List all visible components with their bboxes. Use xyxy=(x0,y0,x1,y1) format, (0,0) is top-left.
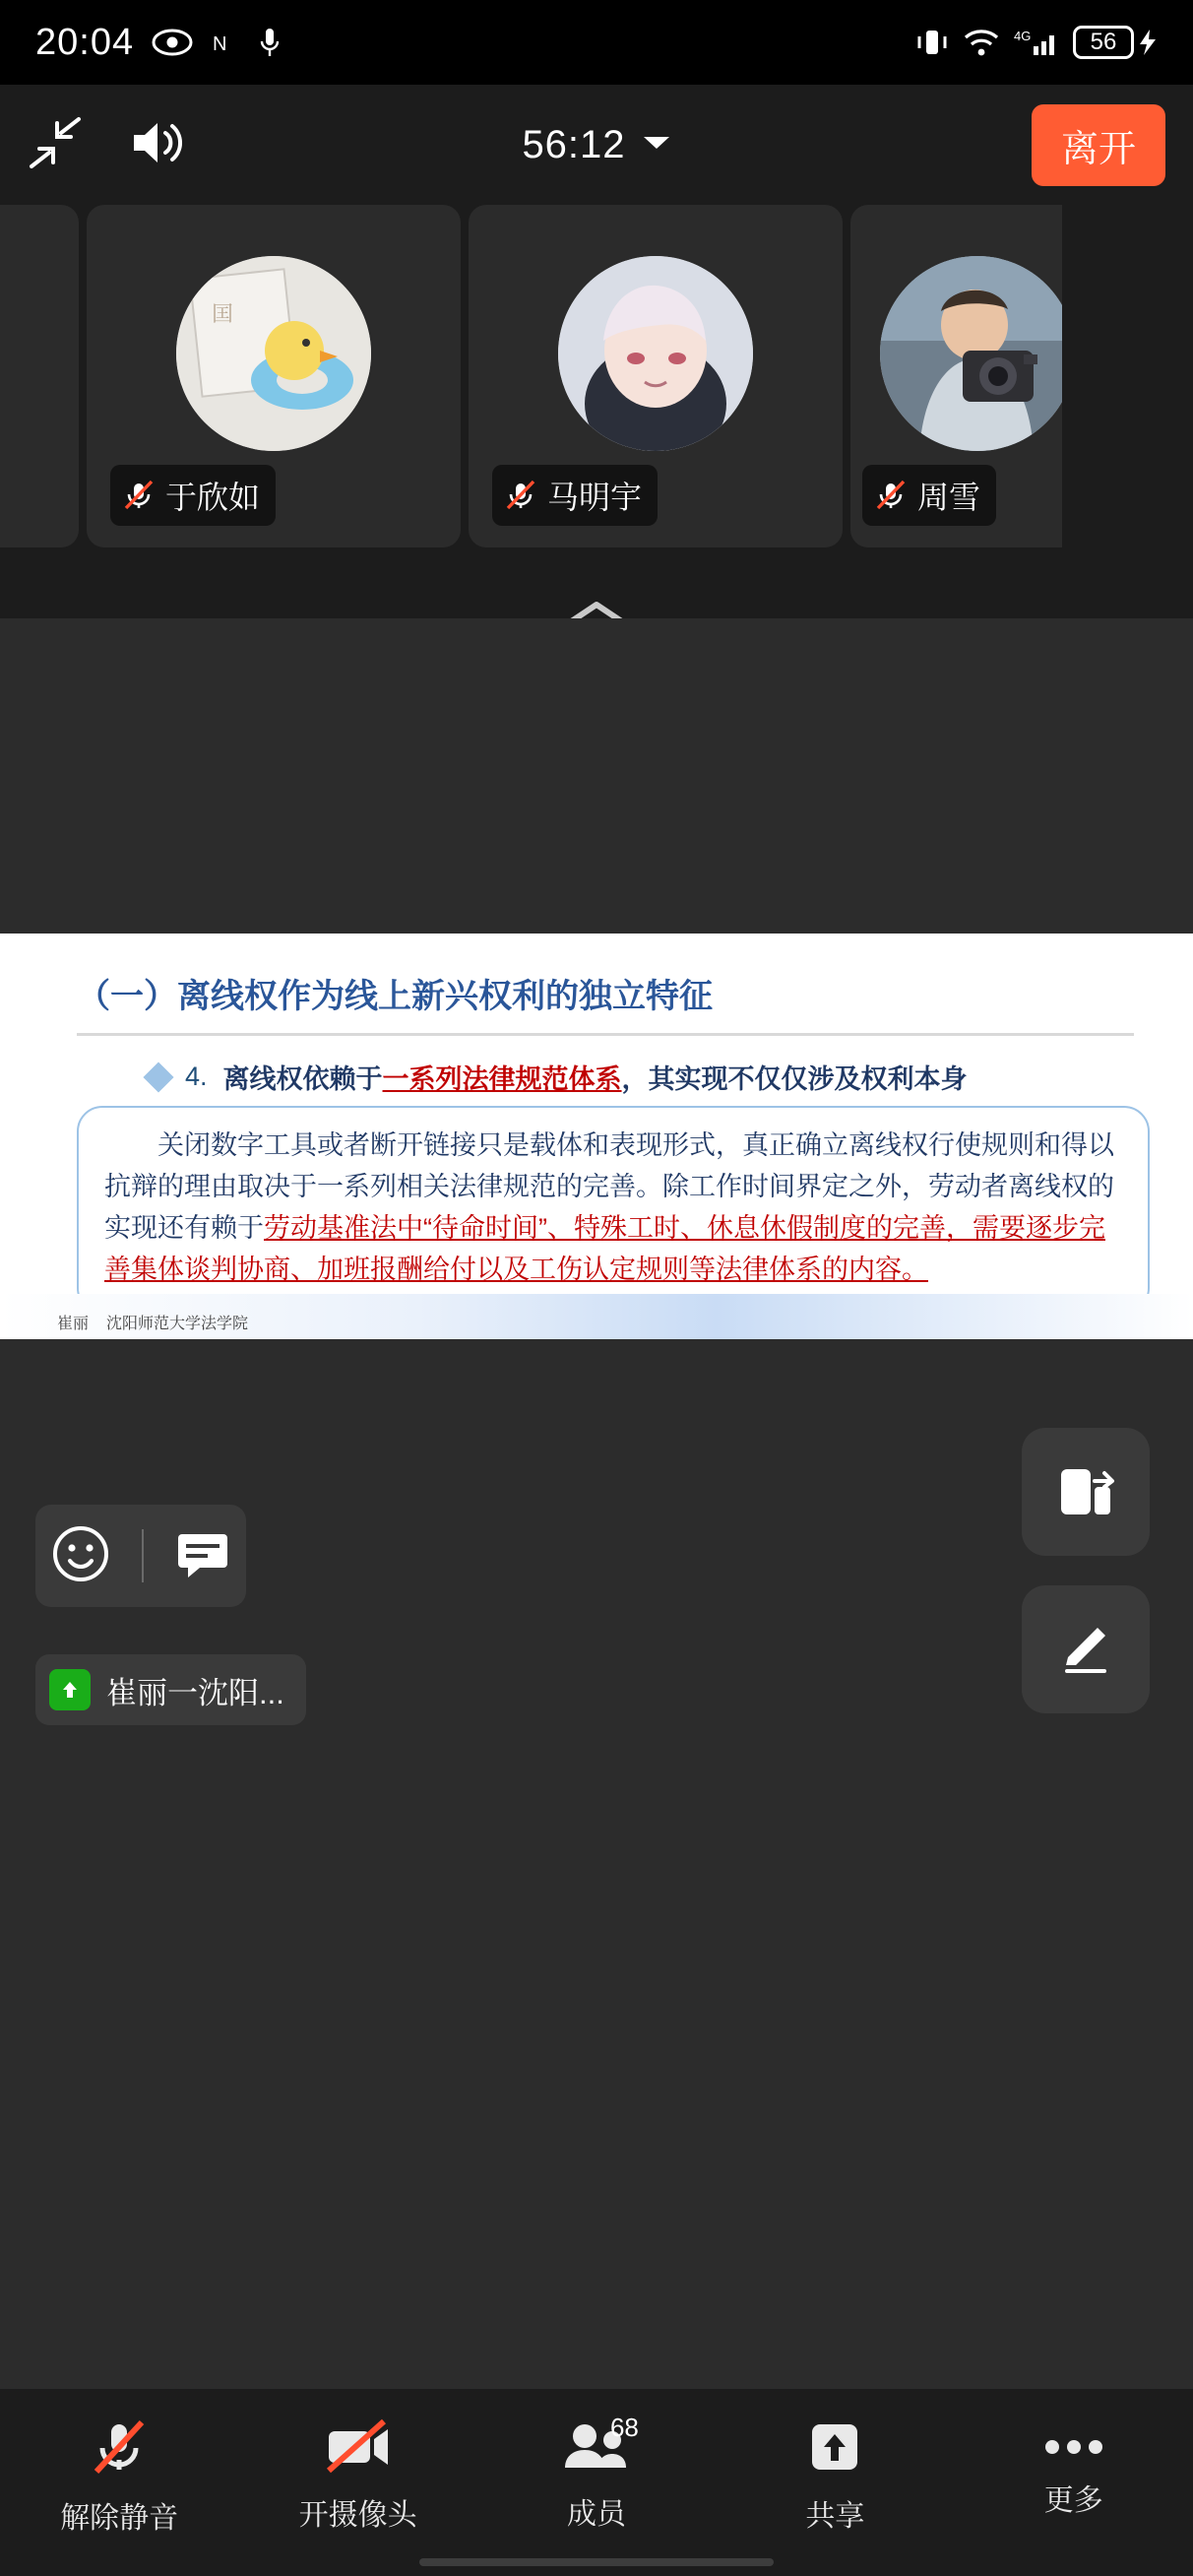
participant-tile[interactable] xyxy=(87,205,461,547)
svg-text:4G: 4G xyxy=(1014,29,1032,43)
slide-footer-author: 崔丽 xyxy=(57,1316,90,1332)
shared-content-blank-top xyxy=(0,618,1193,934)
share-screen-icon xyxy=(49,1669,91,1710)
slide-paragraph-box xyxy=(77,1106,1150,1314)
active-speaker-pill[interactable] xyxy=(35,1654,306,1725)
chevron-down-icon[interactable] xyxy=(642,133,671,158)
bullet-underlined: 一系列法律规范体系 xyxy=(382,1064,622,1094)
slide-bullet xyxy=(0,1036,1193,1096)
more-dots-icon xyxy=(1038,2432,1109,2462)
nav-more[interactable] xyxy=(955,2432,1193,2519)
switch-view-button[interactable] xyxy=(1022,1428,1150,1556)
lower-control-area xyxy=(0,1339,1193,2389)
participant-tile[interactable] xyxy=(850,205,1062,547)
leave-button[interactable]: 离开 xyxy=(1032,104,1165,186)
share-up-icon xyxy=(804,2416,865,2478)
meeting-top-bar xyxy=(0,85,1193,205)
slide-footer-org: 沈阳师范大学法学院 xyxy=(106,1316,249,1332)
status-bar xyxy=(0,0,1193,85)
signal-4g-icon xyxy=(1014,27,1059,58)
avatar xyxy=(880,256,1062,451)
participant-name: 周雪 xyxy=(917,480,981,515)
slide-title: （一）离线权作为线上新兴权利的独立特征 xyxy=(77,978,713,1015)
slide-paragraph xyxy=(104,1126,1122,1290)
nav-unmute[interactable] xyxy=(0,2415,238,2537)
microphone-icon xyxy=(258,26,282,59)
paragraph-part-1: 关闭数字工具或者断开链接只是载体和表现形式，真正确立离线权行使规则和得以抗辩的理由取决于一系列相关法律规范的完善。除工作时间界定之外，劳动者离线权的实现还有赖于 xyxy=(104,1130,1114,1243)
svg-text:N: N xyxy=(213,33,227,55)
participant-name-pill xyxy=(110,465,276,526)
annotate-button[interactable] xyxy=(1022,1585,1150,1713)
participant-tile-partial-left[interactable] xyxy=(0,205,79,547)
status-bar-right xyxy=(915,26,1158,59)
mic-off-icon xyxy=(122,479,156,512)
reaction-bar[interactable] xyxy=(35,1505,246,1607)
video-off-icon xyxy=(323,2417,394,2477)
divider xyxy=(142,1529,144,1582)
battery-indicator xyxy=(1073,26,1158,59)
switch-view-icon xyxy=(1051,1457,1120,1526)
participant-tile[interactable] xyxy=(469,205,843,547)
nav-participants[interactable] xyxy=(477,2413,716,2533)
mic-off-icon xyxy=(87,2415,152,2479)
battery-level: 56 xyxy=(1073,26,1134,59)
participant-tiles xyxy=(0,205,1193,547)
paragraph-part-2: 劳动基准法中“待命时间”、特殊工时、休息休假制度的完善，需要逐步完善集体谈判协商、加班报酬给付以及工伤认定规则等法律体系的内容。 xyxy=(104,1212,1105,1284)
svg-text:囯: 囯 xyxy=(212,301,234,326)
mic-off-icon xyxy=(874,479,908,512)
eye-icon xyxy=(152,28,193,57)
status-time: 20:04 xyxy=(35,21,135,63)
home-indicator xyxy=(419,2558,774,2566)
active-speaker-name: 崔丽一沈阳... xyxy=(106,1675,284,1710)
nav-start-video[interactable] xyxy=(238,2417,476,2534)
diamond-bullet-icon xyxy=(143,1062,173,1092)
vibrate-icon xyxy=(915,27,949,58)
participants-count-badge: 68 xyxy=(609,2413,639,2442)
participant-name-pill xyxy=(492,465,658,526)
nav-label: 解除静音 xyxy=(60,2502,179,2535)
participant-name: 马明宇 xyxy=(547,480,643,515)
bottom-nav xyxy=(0,2389,1193,2576)
participant-name: 于欣如 xyxy=(165,480,261,515)
shared-slide[interactable] xyxy=(0,934,1193,1339)
nav-label: 共享 xyxy=(805,2500,865,2533)
chat-bubble-icon[interactable] xyxy=(174,1528,231,1584)
charging-bolt-icon xyxy=(1138,28,1158,57)
slide-footer xyxy=(0,1294,1193,1339)
nav-label: 成员 xyxy=(566,2498,626,2531)
top-bar-left xyxy=(28,115,187,175)
bullet-line xyxy=(223,1058,968,1096)
nav-label: 开摄像头 xyxy=(298,2499,417,2532)
collapse-arrows-icon[interactable] xyxy=(28,115,83,175)
bullet-suffix: ，其实现不仅仅涉及权利本身 xyxy=(621,1064,968,1094)
avatar xyxy=(176,256,371,451)
mic-off-icon xyxy=(504,479,537,512)
avatar xyxy=(558,256,753,451)
speaker-on-icon[interactable] xyxy=(128,117,187,173)
bullet-number: 4. xyxy=(185,1062,208,1091)
pencil-icon xyxy=(1054,1618,1117,1681)
smiley-icon[interactable] xyxy=(50,1523,111,1589)
participant-name-pill xyxy=(862,465,996,526)
participant-strip[interactable] xyxy=(0,205,1193,618)
nav-label: 更多 xyxy=(1043,2484,1103,2517)
status-bar-left xyxy=(35,22,282,64)
meeting-timer: 56:12 xyxy=(522,122,626,166)
nav-share[interactable] xyxy=(716,2416,954,2535)
bullet-prefix: 离线权依赖于 xyxy=(222,1064,383,1094)
nfc-icon xyxy=(211,28,240,57)
wifi-icon xyxy=(963,28,1000,57)
